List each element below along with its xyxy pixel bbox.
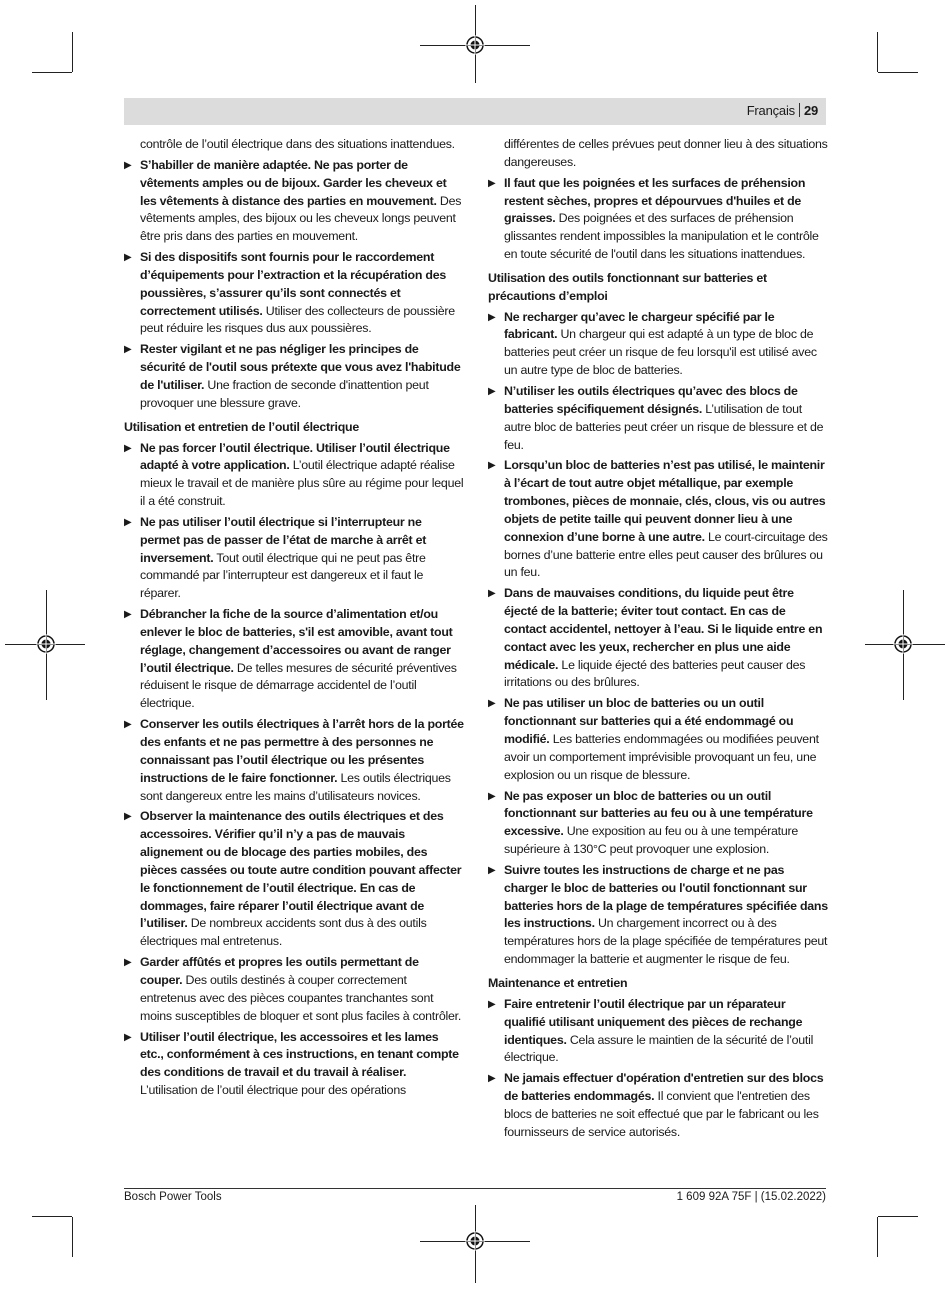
item-bold-text: Conserver les outils électriques à l’arrêt hors de la portée des enfants et ne pas permettre à des personnes ne connaissant pas l’outil électrique ou les présentes instructions de le faire fonctionner. — [140, 717, 464, 785]
item-bold-text: Garder affûtés et propres les outils permettant de couper. — [140, 955, 419, 987]
crop-mark — [72, 1217, 73, 1257]
registration-target-icon — [465, 1231, 485, 1251]
continuation-text: différentes de celles prévues peut donner lieu à des situations dangereuses. — [504, 137, 828, 169]
item-body-text: Il convient que l'entretien des blocs de batteries ne soit effectué que par le fabricant ou les fournisseurs de service autorisés. — [504, 1089, 819, 1139]
footer-brand: Bosch Power Tools — [124, 1191, 222, 1203]
left-column — [124, 136, 464, 1103]
item-bold-text: Ne pas utiliser l’outil électrique si l’interrupteur ne permet pas de passer de l’état de marche à arrêt et inversement. — [140, 514, 427, 565]
continuation-text: contrôle de l’outil électrique dans des situations inattendues. — [140, 137, 455, 151]
item-body-text: Les outils électriques sont dangereux entre les mains d’utilisateurs novices. — [140, 770, 451, 803]
bullet-arrow-icon: ▶ — [488, 177, 496, 189]
crop-mark — [878, 72, 918, 73]
item-body-text: Le court-circuitage des bornes d’une batterie entre elles peut causer des brûlures ou un feu. — [504, 529, 828, 580]
item-body-text: L’utilisation de tout autre bloc de batteries peut créer un risque de blessure et de feu. — [504, 401, 824, 452]
item-body-text: Utiliser des collecteurs de poussière peut réduire les risques dus aux poussières. — [140, 303, 455, 336]
bullet-arrow-icon: ▶ — [124, 957, 132, 969]
bullet-arrow-icon: ▶ — [124, 719, 132, 731]
item-body-text: Les batteries endommagées ou modifiées peuvent avoir un comportement imprévisible provoquant un feu, une explosion ou un risque de blessure. — [504, 732, 819, 782]
bullet-arrow-icon: ▶ — [124, 442, 132, 454]
bullet-arrow-icon: ▶ — [488, 460, 496, 472]
item-body-text: Un chargeur qui est adapté à un type de bloc de batteries peut créer un risque de feu lorsqu'il est utilisé avec un autre type de bloc de batteries. — [504, 327, 817, 378]
crop-mark — [72, 32, 73, 72]
list-item — [124, 808, 464, 951]
item-bold-text: Rester vigilant et ne pas négliger les principes de sécurité de l'outil sous prétexte que vous avez l'habitude de l'utiliser. — [140, 342, 461, 392]
bullet-arrow-icon: ▶ — [124, 252, 132, 264]
safety-list — [488, 309, 828, 969]
item-bold-text: Ne pas forcer l’outil électrique. Utiliser l’outil électrique adapté à votre application. — [140, 440, 450, 473]
item-bold-text: Faire entretenir l’outil électrique par un réparateur qualifié utilisant uniquement des pièces de rechange identiques. — [504, 996, 803, 1047]
bullet-arrow-icon: ▶ — [488, 998, 496, 1010]
footer-rule — [124, 1188, 826, 1189]
list-item — [124, 157, 464, 246]
registration-target-icon — [893, 634, 913, 654]
item-bold-text: Ne pas exposer un bloc de batteries ou un outil fonctionnant sur batteries au feu ou à une température excessive. — [504, 788, 813, 839]
header-language: Français — [746, 103, 795, 118]
item-body-text: Une exposition au feu ou à une température supérieure à 130°C peut provoquer une explosion. — [504, 824, 798, 857]
item-body-text: Un chargement incorrect ou à des températures hors de la plage spécifiée de températures peut endommager la batterie et augmenter le risque de feu. — [504, 916, 828, 967]
item-bold-text: Utiliser l’outil électrique, les accessoires et les lames etc., conformément à ces instructions, en tenant compte des conditions de travail et du travail à réaliser. — [140, 1029, 459, 1080]
footer-doc-ref: 1 609 92A 75F | (15.02.2022) — [676, 1191, 826, 1203]
bullet-arrow-icon: ▶ — [488, 698, 496, 710]
safety-list — [488, 175, 828, 264]
bullet-arrow-icon: ▶ — [124, 516, 132, 528]
item-body-text: Des poignées et des surfaces de préhension glissantes rendent impossibles la manipulation et le contrôle en toute sécurité de l'outil dans les situations inattendues. — [504, 211, 819, 262]
list-item — [488, 695, 828, 784]
list-item — [488, 383, 828, 454]
crop-mark — [877, 32, 878, 72]
safety-list — [488, 996, 828, 1142]
item-bold-text: Dans de mauvaises conditions, du liquide peut être éjecté de la batterie; éviter tout contact. En cas de contact accidentel, nettoyer à l’eau. Si le liquide entre en contact avec les yeux, rechercher en plus une aide médicale. — [504, 586, 823, 672]
bullet-arrow-icon: ▶ — [488, 588, 496, 600]
bullet-arrow-icon: ▶ — [124, 811, 132, 823]
page-header — [124, 98, 826, 125]
safety-list — [124, 157, 464, 413]
crop-mark — [877, 1217, 878, 1257]
item-body-text: Une fraction de seconde d'inattention peut provoquer une blessure grave. — [140, 377, 429, 410]
item-body-text: De nombreux accidents sont dus à des outils électriques mal entretenus. — [140, 916, 427, 949]
header-text — [747, 103, 818, 118]
list-item — [488, 175, 828, 264]
item-bold-text: Ne pas utiliser un bloc de batteries ou un outil fonctionnant sur batteries qui a été endommagé ou modifié. — [504, 696, 794, 746]
list-item — [124, 514, 464, 603]
item-bold-text: Suivre toutes les instructions de charge et ne pas charger le bloc de batteries ou l'outil fonctionnant sur batteries hors de la plage de températures spécifiée dans les instructions. — [504, 862, 828, 931]
section-title: Utilisation et entretien de l’outil électrique — [124, 419, 359, 434]
list-item — [124, 606, 464, 713]
list-item — [124, 716, 464, 805]
bullet-arrow-icon: ▶ — [488, 1073, 496, 1085]
page-number: 29 — [803, 103, 818, 118]
list-item — [488, 457, 828, 582]
safety-list — [124, 440, 464, 1100]
list-item — [124, 249, 464, 338]
item-bold-text: Ne jamais effectuer d'opération d'entretien sur des blocs de batteries endommagés. — [504, 1071, 824, 1104]
list-item — [124, 954, 464, 1025]
item-bold-text: Débrancher la fiche de la source d’alimentation et/ou enlever le bloc de batteries, s'il est amovible, avant tout réglage, changement d’accessoires ou avant de ranger l’outil électrique. — [140, 607, 453, 675]
registration-target-icon — [465, 35, 485, 55]
list-item — [488, 1070, 828, 1141]
list-item — [488, 996, 828, 1067]
bullet-arrow-icon: ▶ — [488, 311, 496, 323]
crop-mark — [32, 72, 72, 73]
bullet-arrow-icon: ▶ — [124, 609, 132, 621]
registration-target-icon — [36, 634, 56, 654]
item-body-text: L’utilisation de l’outil électrique pour des opérations — [140, 1083, 406, 1098]
item-body-text: De telles mesures de sécurité préventives réduisent le risque de démarrage accidentel de l’outil électrique. — [140, 660, 457, 711]
item-body-text: Tout outil électrique qui ne peut pas être commandé par l’interrupteur est dangereux et il faut le réparer. — [140, 550, 426, 601]
item-body-text: Le liquide éjecté des batteries peut causer des irritations ou des brûlures. — [504, 657, 806, 690]
bullet-arrow-icon: ▶ — [124, 344, 132, 356]
crop-mark — [878, 1216, 918, 1217]
item-bold-text: Observer la maintenance des outils électriques et des accessoires. Vérifier qu’il n’y a pas de mauvais alignement ou de blocage des parties mobiles, des pièces cassées ou toute autre condition pouvant affecter le fonctionnement de l’outil électrique. En cas de dommages, faire réparer l’outil électrique avant de l’utiliser. — [140, 809, 462, 931]
item-bold-text: S’habiller de manière adaptée. Ne pas porter de vêtements amples ou de bijoux. Garder les cheveux et les vêtements à distance des parties en mouvement. — [140, 157, 447, 208]
item-body-text: L’outil électrique adapté réalise mieux le travail et de manière plus sûre au régime pour lequel il a été construit. — [140, 458, 464, 509]
list-item — [488, 862, 828, 969]
bullet-arrow-icon: ▶ — [488, 790, 496, 802]
list-item — [488, 788, 828, 859]
section-title: Maintenance et entretien — [488, 975, 628, 990]
item-body-text: Cela assure le maintien de la sécurité de l’outil électrique. — [504, 1032, 814, 1065]
item-bold-text: Lorsqu’un bloc de batteries n’est pas utilisé, le maintenir à l’écart de tout autre objet métallique, par exemple trombones, pièces de monnaie, clés, clous, vis ou autres objets de petite taille qui peuvent donner lieu à une connexion d’une borne à une autre. — [504, 458, 826, 544]
crop-mark — [32, 1216, 72, 1217]
bullet-arrow-icon: ▶ — [488, 385, 496, 397]
right-column — [488, 136, 828, 1145]
item-bold-text: Ne recharger qu’avec le chargeur spécifié par le fabricant. — [504, 309, 775, 342]
bullet-arrow-icon: ▶ — [124, 1031, 132, 1043]
list-item — [488, 309, 828, 380]
item-bold-text: N’utiliser les outils électriques qu’avec des blocs de batteries spécifiquement désignés. — [504, 383, 798, 416]
bullet-arrow-icon: ▶ — [488, 864, 496, 876]
list-item — [124, 440, 464, 511]
list-item — [124, 341, 464, 412]
item-body-text: Des vêtements amples, des bijoux ou les cheveux longs peuvent être pris dans des parties en mouvement. — [140, 193, 462, 244]
item-bold-text: Si des dispositifs sont fournis pour le raccordement d’équipements pour l’extraction et la récupération des poussières, s’assurer qu’ils sont connectés et correctement utilisés. — [140, 250, 446, 318]
bullet-arrow-icon: ▶ — [124, 159, 132, 171]
item-body-text: Des outils destinés à couper correctement entretenus avec des pièces coupantes tranchantes sont moins susceptibles de bloquer et sont plus faciles à contrôler. — [140, 972, 462, 1023]
list-item — [124, 1029, 464, 1100]
section-title: Utilisation des outils fonctionnant sur batteries et précautions d’emploi — [488, 270, 767, 303]
header-separator — [799, 103, 800, 117]
item-bold-text: Il faut que les poignées et les surfaces de préhension restent sèches, propres et dépourvues d'huiles et de graisses. — [504, 175, 806, 226]
list-item — [488, 585, 828, 692]
